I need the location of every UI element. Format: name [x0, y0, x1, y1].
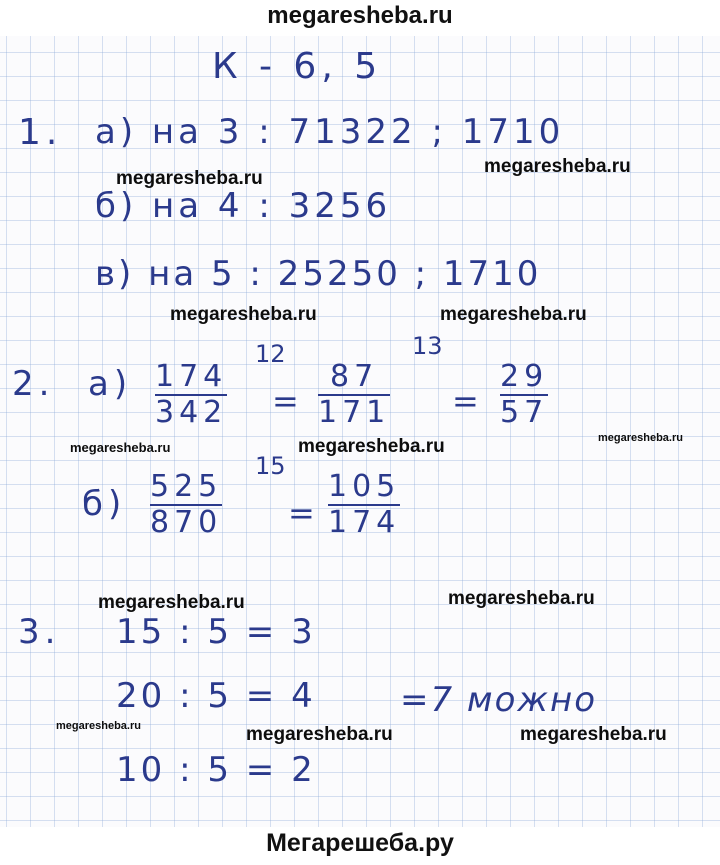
task2-b-multiplier: 15	[255, 452, 286, 480]
task2-a-fraction-1	[155, 359, 228, 430]
task1-line-a: а) на 3 : 71322 ; 1710	[95, 112, 565, 152]
denominator: 171	[318, 395, 391, 430]
task3-number: 3.	[18, 612, 61, 652]
numerator: 105	[328, 469, 401, 504]
task3-line-3: 10 : 5 = 2	[116, 750, 316, 790]
numerator: 174	[155, 359, 228, 394]
watermark: megaresheba.ru	[298, 436, 445, 457]
task2-a-fraction-3	[500, 359, 549, 430]
task2-a-multiplier-1: 12	[255, 340, 286, 368]
numerator: 525	[150, 469, 223, 504]
task2-b-fraction-2	[328, 469, 401, 540]
watermark: megaresheba.ru	[170, 304, 317, 325]
denominator: 57	[500, 395, 549, 430]
task2-number: 2.	[12, 364, 55, 404]
watermark: megaresheba.ru	[116, 168, 263, 189]
task3-line-2: 20 : 5 = 4	[116, 676, 316, 716]
site-title-bottom[interactable]: Мегарешеба.ру	[266, 829, 454, 857]
equals-sign: =	[452, 382, 484, 420]
watermark: megaresheba.ru	[520, 724, 667, 745]
task2-a-fraction-2	[318, 359, 391, 430]
numerator: 87	[330, 359, 379, 394]
watermark: megaresheba.ru	[98, 592, 245, 613]
equals-sign: =	[272, 382, 304, 420]
page-heading: К - 6, 5	[212, 46, 383, 87]
watermark: megaresheba.ru	[484, 156, 631, 177]
denominator: 342	[155, 395, 228, 430]
watermark: megaresheba.ru	[56, 720, 141, 732]
task2-a-multiplier-2: 13	[412, 332, 443, 360]
denominator: 174	[328, 505, 401, 540]
task2-label-b: б)	[82, 484, 127, 524]
site-title-top[interactable]: megaresheba.ru	[267, 2, 453, 29]
task1-number: 1.	[18, 112, 63, 153]
task3-note: =7 можно	[400, 680, 598, 720]
watermark: megaresheba.ru	[598, 432, 683, 444]
task3-line-1: 15 : 5 = 3	[116, 612, 316, 652]
task2-b-fraction-1	[150, 469, 223, 540]
watermark: megaresheba.ru	[70, 440, 171, 455]
watermark: megaresheba.ru	[448, 588, 595, 609]
task1-line-b: б) на 4 : 3256	[95, 186, 392, 226]
numerator: 29	[500, 359, 549, 394]
equals-sign: =	[288, 494, 320, 532]
watermark: megaresheba.ru	[440, 304, 587, 325]
denominator: 870	[150, 505, 223, 540]
task2-label-a: а)	[88, 364, 133, 404]
task1-line-c: в) на 5 : 25250 ; 1710	[95, 254, 542, 294]
watermark: megaresheba.ru	[246, 724, 393, 745]
